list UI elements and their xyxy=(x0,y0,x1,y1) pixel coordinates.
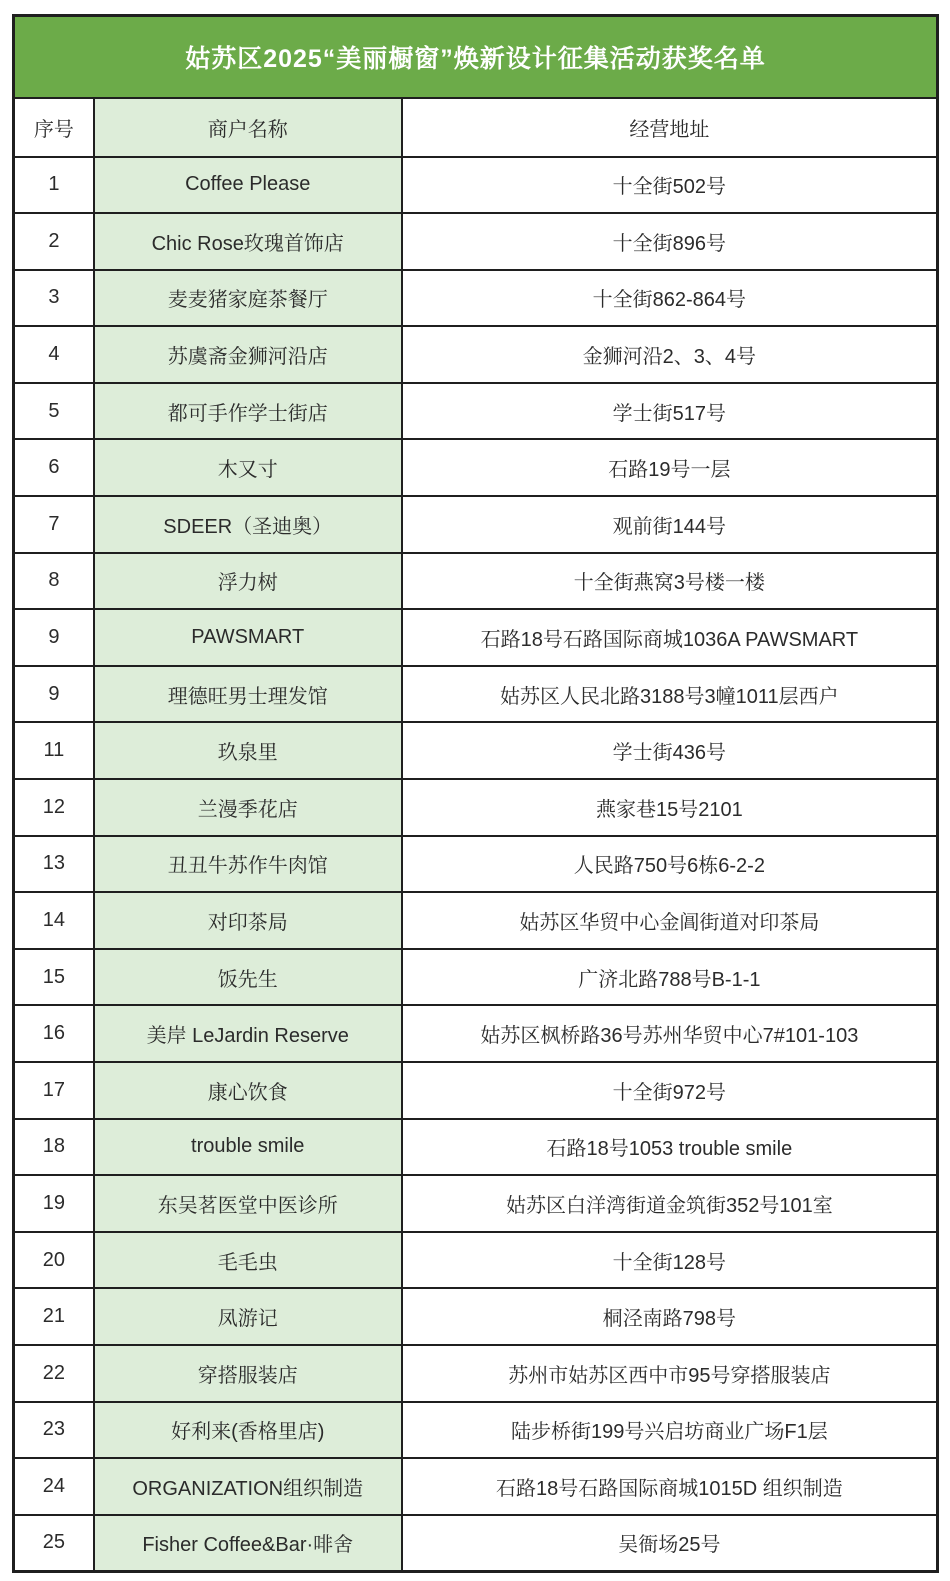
row-index-cell: 15 xyxy=(14,949,94,1006)
table-body xyxy=(14,157,938,1572)
table-row xyxy=(14,1345,938,1402)
table-row xyxy=(14,157,938,214)
address-cell: 陆步桥街199号兴启坊商业广场F1层 xyxy=(402,1402,938,1459)
merchant-name-cell: ORGANIZATION组织制造 xyxy=(94,1458,402,1515)
address-cell: 姑苏区人民北路3188号3幢1011层西户 xyxy=(402,666,938,723)
table-row xyxy=(14,439,938,496)
row-index-cell: 4 xyxy=(14,326,94,383)
table-row xyxy=(14,383,938,440)
table-row xyxy=(14,1458,938,1515)
table-row xyxy=(14,1288,938,1345)
merchant-name-cell: 都可手作学士街店 xyxy=(94,383,402,440)
row-index-cell: 20 xyxy=(14,1232,94,1289)
merchant-name-cell: Coffee Please xyxy=(94,157,402,214)
address-cell: 桐泾南路798号 xyxy=(402,1288,938,1345)
table-title-banner xyxy=(14,16,938,98)
row-index-cell: 3 xyxy=(14,270,94,327)
merchant-name-cell: 对印茶局 xyxy=(94,892,402,949)
table-row xyxy=(14,1119,938,1176)
row-index-cell: 12 xyxy=(14,779,94,836)
table-row xyxy=(14,892,938,949)
row-index-cell: 19 xyxy=(14,1175,94,1232)
merchant-name-cell: 美岸 LeJardin Reserve xyxy=(94,1005,402,1062)
address-cell: 石路18号石路国际商城1015D 组织制造 xyxy=(402,1458,938,1515)
merchant-name-cell: 玖泉里 xyxy=(94,722,402,779)
row-index-cell: 2 xyxy=(14,213,94,270)
table-row xyxy=(14,609,938,666)
row-index-cell: 11 xyxy=(14,722,94,779)
table-row xyxy=(14,836,938,893)
address-cell: 观前街144号 xyxy=(402,496,938,553)
row-index-cell: 14 xyxy=(14,892,94,949)
awards-table xyxy=(12,14,939,1573)
row-index-cell: 17 xyxy=(14,1062,94,1119)
row-index-cell: 9 xyxy=(14,609,94,666)
address-cell: 姑苏区枫桥路36号苏州华贸中心7#101-103 xyxy=(402,1005,938,1062)
merchant-name-cell: trouble smile xyxy=(94,1119,402,1176)
merchant-name-cell: 木又寸 xyxy=(94,439,402,496)
table-row xyxy=(14,326,938,383)
address-cell: 学士街436号 xyxy=(402,722,938,779)
merchant-name-cell: 东吴茗医堂中医诊所 xyxy=(94,1175,402,1232)
address-cell: 苏州市姑苏区西中市95号穿搭服装店 xyxy=(402,1345,938,1402)
table-row xyxy=(14,666,938,723)
address-cell: 广济北路788号B-1-1 xyxy=(402,949,938,1006)
table-row xyxy=(14,949,938,1006)
merchant-name-cell: 毛毛虫 xyxy=(94,1232,402,1289)
merchant-name-cell: 丑丑牛苏作牛肉馆 xyxy=(94,836,402,893)
address-cell: 姑苏区华贸中心金阊街道对印茶局 xyxy=(402,892,938,949)
table-title: 姑苏区2025“美丽橱窗”焕新设计征集活动获奖名单 xyxy=(185,44,766,73)
row-index-cell: 8 xyxy=(14,553,94,610)
address-cell: 学士街517号 xyxy=(402,383,938,440)
table-row xyxy=(14,1515,938,1572)
address-cell: 姑苏区白洋湾街道金筑街352号101室 xyxy=(402,1175,938,1232)
table-row xyxy=(14,1232,938,1289)
table-row xyxy=(14,1005,938,1062)
row-index-cell: 24 xyxy=(14,1458,94,1515)
row-index-cell: 13 xyxy=(14,836,94,893)
merchant-name-cell: 康心饮食 xyxy=(94,1062,402,1119)
merchant-name-cell: 理德旺男士理发馆 xyxy=(94,666,402,723)
merchant-name-cell: PAWSMART xyxy=(94,609,402,666)
table-row xyxy=(14,553,938,610)
address-cell: 石路19号一层 xyxy=(402,439,938,496)
row-index-cell: 6 xyxy=(14,439,94,496)
merchant-name-cell: 兰漫季花店 xyxy=(94,779,402,836)
merchant-name-cell: Chic Rose玫瑰首饰店 xyxy=(94,213,402,270)
merchant-name-cell: 饭先生 xyxy=(94,949,402,1006)
merchant-name-cell: 穿搭服装店 xyxy=(94,1345,402,1402)
row-index-cell: 1 xyxy=(14,157,94,214)
address-cell: 十全街862-864号 xyxy=(402,270,938,327)
row-index-cell: 16 xyxy=(14,1005,94,1062)
table-row xyxy=(14,779,938,836)
row-index-cell: 5 xyxy=(14,383,94,440)
address-cell: 金狮河沿2、3、4号 xyxy=(402,326,938,383)
address-cell: 石路18号石路国际商城1036A PAWSMART xyxy=(402,609,938,666)
address-cell: 燕家巷15号2101 xyxy=(402,779,938,836)
row-index-cell: 23 xyxy=(14,1402,94,1459)
merchant-name-cell: 凤游记 xyxy=(94,1288,402,1345)
column-header-index: 序号 xyxy=(14,98,94,157)
merchant-name-cell: 浮力树 xyxy=(94,553,402,610)
column-header-merchant: 商户名称 xyxy=(94,98,402,157)
table-row xyxy=(14,496,938,553)
address-cell: 十全街972号 xyxy=(402,1062,938,1119)
merchant-name-cell: 好利来(香格里店) xyxy=(94,1402,402,1459)
row-index-cell: 25 xyxy=(14,1515,94,1572)
merchant-name-cell: SDEER（圣迪奥） xyxy=(94,496,402,553)
header-row xyxy=(14,98,938,157)
column-header-address: 经营地址 xyxy=(402,98,938,157)
row-index-cell: 9 xyxy=(14,666,94,723)
row-index-cell: 7 xyxy=(14,496,94,553)
merchant-name-cell: 苏虞斋金狮河沿店 xyxy=(94,326,402,383)
address-cell: 十全街燕窝3号楼一楼 xyxy=(402,553,938,610)
address-cell: 十全街502号 xyxy=(402,157,938,214)
table-row xyxy=(14,270,938,327)
banner-row xyxy=(14,16,938,98)
table-row xyxy=(14,1402,938,1459)
merchant-name-cell: 麦麦猪家庭茶餐厅 xyxy=(94,270,402,327)
address-cell: 石路18号1053 trouble smile xyxy=(402,1119,938,1176)
table-row xyxy=(14,722,938,779)
row-index-cell: 21 xyxy=(14,1288,94,1345)
row-index-cell: 22 xyxy=(14,1345,94,1402)
address-cell: 人民路750号6栋6-2-2 xyxy=(402,836,938,893)
merchant-name-cell: Fisher Coffee&Bar·啡舍 xyxy=(94,1515,402,1572)
address-cell: 十全街896号 xyxy=(402,213,938,270)
table-row xyxy=(14,1062,938,1119)
table-row xyxy=(14,213,938,270)
table-row xyxy=(14,1175,938,1232)
row-index-cell: 18 xyxy=(14,1119,94,1176)
address-cell: 十全街128号 xyxy=(402,1232,938,1289)
address-cell: 吴衙场25号 xyxy=(402,1515,938,1572)
